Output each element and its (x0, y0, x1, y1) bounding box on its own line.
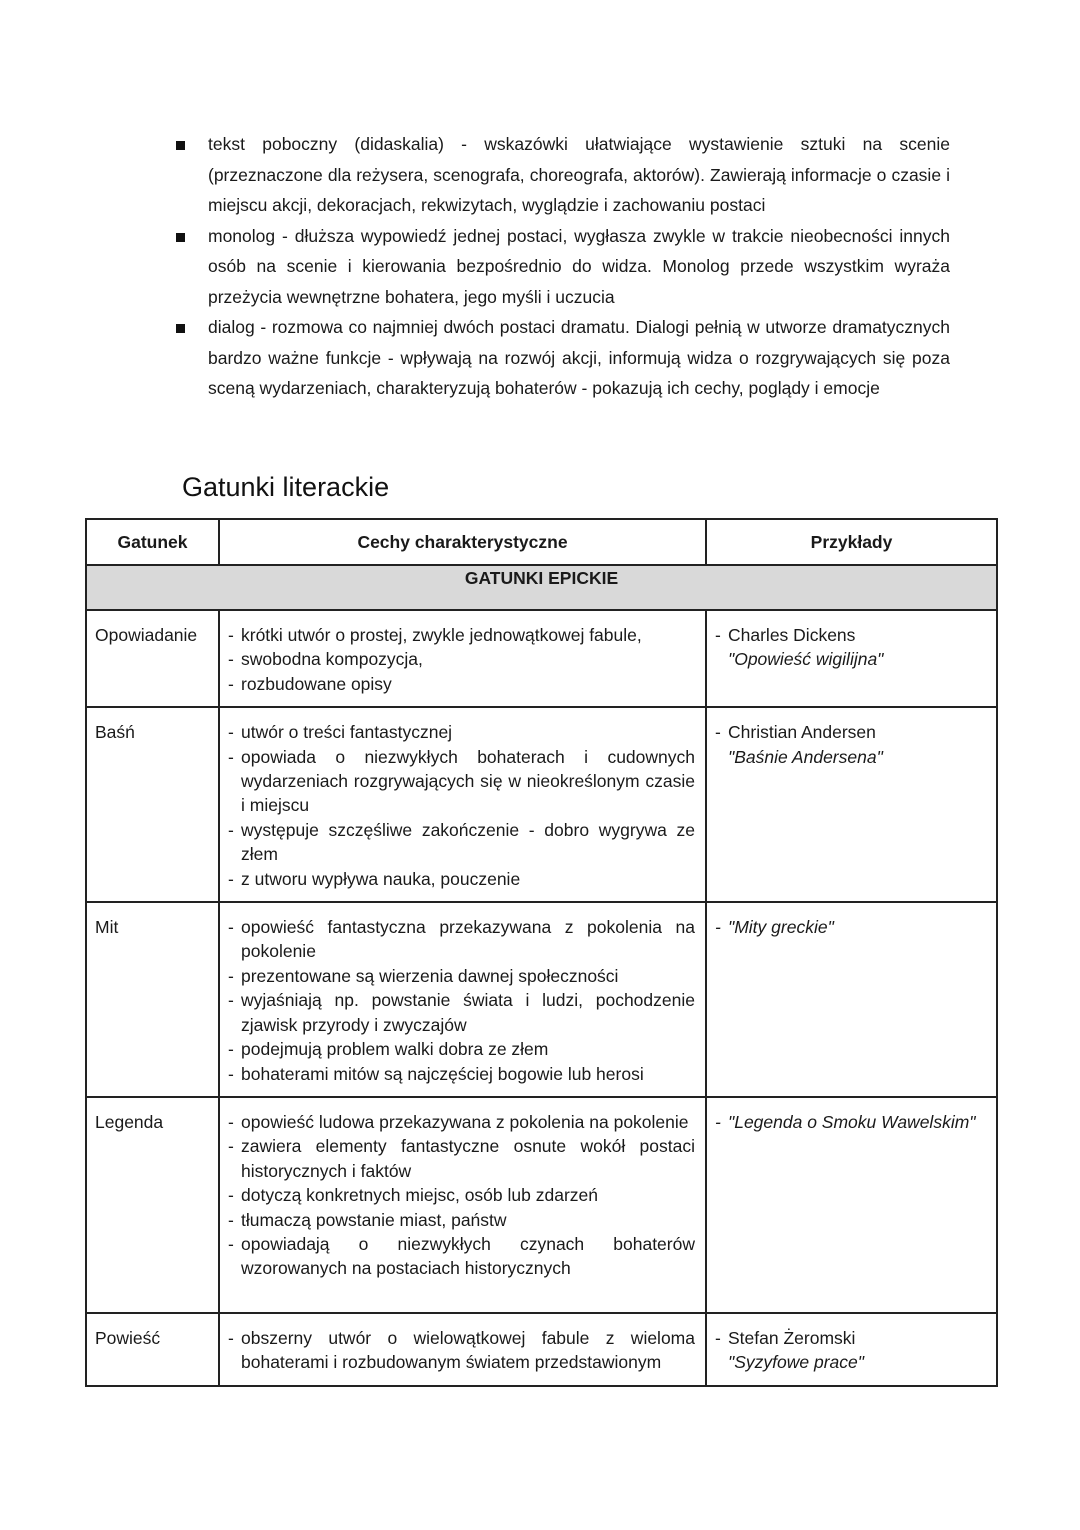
feature-item: - utwór o treści fantastycznej (228, 720, 695, 744)
bullet-text: tekst poboczny (didaskalia) - wskazówki ułatwiające wystawienie sztuki na scenie (przeznaczone dla reżysera, scenografa, choreografa, aktorów). Zawierają informacje o czasie i miejscu akcji, dekoracjach, rekwizytach, wyglądzie i zachowaniu postaci (208, 134, 950, 215)
column-header-features: Cechy charakterystyczne (219, 519, 706, 565)
genre-name: Baśń (86, 707, 219, 902)
feature-item: - podejmują problem walki dobra ze złem (228, 1037, 695, 1061)
example-author: - Charles Dickens (715, 623, 988, 647)
genre-name: Opowiadanie (86, 610, 219, 707)
bullet-text: dialog - rozmowa co najmniej dwóch postaci dramatu. Dialogi pełnią w utworze dramatycznych bardzo ważne funkcje - wpływają na rozwój akcji, informują widza o rozgrywających się poza sceną wydarzeniach, charakteryzują bohaterów - pokazują ich cechy, poglądy i emocje (208, 317, 950, 398)
genre-features (219, 707, 706, 902)
feature-item: - dotyczą konkretnych miejsc, osób lub zdarzeń (228, 1183, 695, 1207)
column-header-genre: Gatunek (86, 519, 219, 565)
feature-item: - rozbudowane opisy (228, 672, 695, 696)
genre-examples (706, 1097, 997, 1313)
feature-item: - tłumaczą powstanie miast, państw (228, 1208, 695, 1232)
table-row (86, 902, 997, 1097)
group-row-epic (86, 565, 997, 610)
feature-item: - opowieść fantastyczna przekazywana z pokolenia na pokolenie (228, 915, 695, 964)
genre-features (219, 902, 706, 1097)
bullet-item-didaskalia (168, 129, 950, 221)
genre-examples (706, 707, 997, 902)
feature-item: - opowiada o niezwykłych bohaterach i cudownych wydarzeniach rozgrywających się w nieokreślonym czasie i miejscu (228, 745, 695, 818)
feature-item: - swobodna kompozycja, (228, 647, 695, 671)
example-title: "Syzyfowe prace" (728, 1352, 864, 1373)
table-row (86, 1313, 997, 1386)
column-header-examples: Przykłady (706, 519, 997, 565)
feature-item: - bohaterami mitów są najczęściej bogowie lub herosi (228, 1062, 695, 1086)
genres-table (85, 518, 998, 1387)
group-label: GATUNKI EPICKIE (86, 565, 997, 610)
example-title: - "Legenda o Smoku Wawelskim" (715, 1110, 988, 1134)
term-definitions-list (168, 129, 950, 404)
genre-name: Powieść (86, 1313, 219, 1386)
square-bullet-icon (176, 324, 185, 333)
example-title: - "Mity greckie" (715, 915, 988, 939)
feature-item: - z utworu wypływa nauka, pouczenie (228, 867, 695, 891)
feature-item: - wyjaśniają np. powstanie świata i ludzi, pochodzenie zjawisk przyrody i zwyczajów (228, 988, 695, 1037)
section-title: Gatunki literackie (182, 472, 390, 502)
genre-features (219, 1097, 706, 1313)
feature-item: - obszerny utwór o wielowątkowej fabule z wieloma bohaterami i rozbudowanym światem przedstawionym (228, 1326, 695, 1375)
example-author: - Stefan Żeromski (715, 1326, 988, 1350)
table-row (86, 610, 997, 707)
bullet-text: monolog - dłuższa wypowiedź jednej postaci, wygłasza zwykle w trakcie nieobecności innych osób na scenie i kierowania bezpośrednio do widza. Monolog przede wszystkim wyraża przeżycia wewnętrzne bohatera, jego myśli i uczucia (208, 225, 950, 307)
feature-item: - występuje szczęśliwe zakończenie - dobro wygrywa ze złem (228, 818, 695, 867)
example-author: - Christian Andersen (715, 720, 988, 744)
example-title: "Opowieść wigilijna" (728, 649, 884, 670)
feature-item: - prezentowane są wierzenia dawnej społeczności (228, 964, 695, 988)
table-row (86, 707, 997, 902)
feature-item: - zawiera elementy fantastyczne osnute wokół postaci historycznych i faktów (228, 1134, 695, 1183)
bullet-item-dialog (168, 312, 950, 404)
genre-features (219, 610, 706, 707)
genre-name: Mit (86, 902, 219, 1097)
genre-examples (706, 902, 997, 1097)
feature-item: - opowiadają o niezwykłych czynach bohaterów wzorowanych na postaciach historycznych (228, 1232, 695, 1281)
table-row (86, 1097, 997, 1313)
bullet-item-monolog (168, 221, 950, 313)
feature-item: - krótki utwór o prostej, zwykle jednowątkowej fabule, (228, 623, 695, 647)
square-bullet-icon (176, 233, 185, 242)
example-title: "Baśnie Andersena" (728, 746, 883, 767)
genre-examples (706, 610, 997, 707)
genre-name: Legenda (86, 1097, 219, 1313)
square-bullet-icon (176, 141, 185, 150)
table-header-row (86, 519, 997, 565)
feature-item: - opowieść ludowa przekazywana z pokolenia na pokolenie (228, 1110, 695, 1134)
genre-examples (706, 1313, 997, 1386)
genre-features (219, 1313, 706, 1386)
